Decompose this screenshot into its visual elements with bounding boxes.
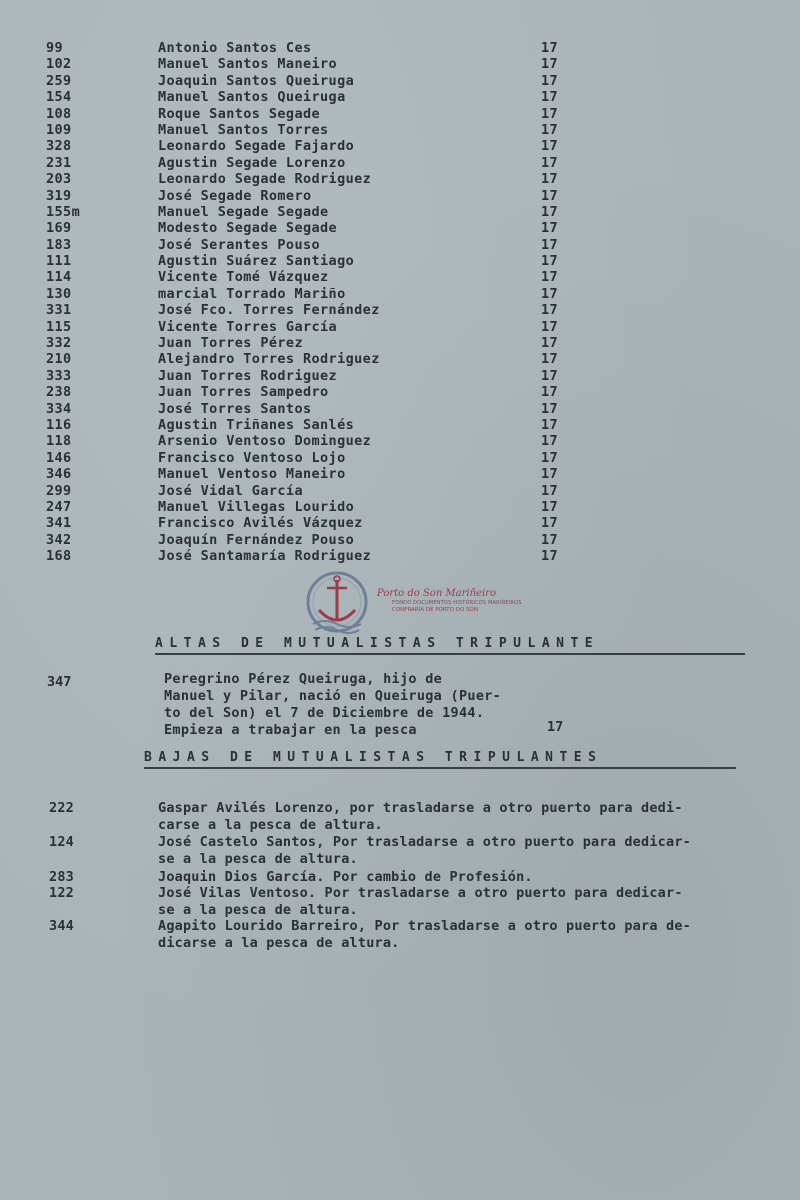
roster-row <box>0 253 800 269</box>
roster-row <box>0 466 800 482</box>
roster-name: Leonardo Segade Rodriguez <box>158 171 372 188</box>
roster-name: Manuel Villegas Lourido <box>158 498 355 515</box>
roster-number: 247 <box>46 498 72 515</box>
roster-name: Agustin Triñanes Sanlés <box>158 416 355 433</box>
baja-line: se a la pesca de altura. <box>158 850 358 867</box>
roster-row <box>0 188 800 204</box>
roster-value: 17 <box>541 171 559 188</box>
roster-value: 17 <box>541 302 559 319</box>
roster-value: 17 <box>541 548 559 565</box>
roster-value: 17 <box>541 105 559 122</box>
baja-description <box>158 834 788 867</box>
roster-value: 17 <box>541 203 559 220</box>
roster-number: 299 <box>46 482 72 499</box>
watermark-organization: CONFRARÍA DE PORTO DO SON <box>392 607 478 613</box>
baja-description <box>158 918 788 951</box>
roster-name: Arsenio Ventoso Dominguez <box>158 433 372 450</box>
roster-number: 154 <box>46 89 72 106</box>
roster-number: 169 <box>46 220 72 237</box>
roster-row <box>0 237 800 253</box>
roster-name: Joaquin Santos Queiruga <box>158 72 355 89</box>
roster-name: José Torres Santos <box>158 400 312 417</box>
roster-number: 238 <box>46 384 72 401</box>
roster-number: 114 <box>46 269 72 286</box>
baja-number: 222 <box>49 800 74 816</box>
roster-number: 111 <box>46 253 72 270</box>
roster-number: 332 <box>46 335 72 352</box>
roster-number: 115 <box>46 318 72 335</box>
roster-name: José Serantes Pouso <box>158 236 321 253</box>
baja-number: 283 <box>49 869 74 885</box>
roster-row <box>0 73 800 89</box>
roster-number: 334 <box>46 400 72 417</box>
baja-line: se a la pesca de altura. <box>158 901 358 918</box>
roster-name: Juan Torres Sampedro <box>158 384 329 401</box>
roster-value: 17 <box>541 367 559 384</box>
roster-row <box>0 483 800 499</box>
roster-value: 17 <box>541 449 559 466</box>
roster-number: 346 <box>46 466 72 483</box>
roster-name: Juan Torres Pérez <box>158 335 303 352</box>
roster-number: 99 <box>46 40 64 56</box>
roster-name: Leonardo Segade Fajardo <box>158 138 355 155</box>
roster-name: Joaquín Fernández Pouso <box>158 531 355 548</box>
roster-row <box>0 269 800 285</box>
roster-number: 333 <box>46 367 72 384</box>
roster-row <box>0 155 800 171</box>
roster-row <box>0 351 800 367</box>
roster-value: 17 <box>541 285 559 302</box>
roster-value: 17 <box>541 482 559 499</box>
roster-value: 17 <box>541 416 559 433</box>
roster-name: Vicente Tomé Vázquez <box>158 269 329 286</box>
roster-number: 342 <box>46 531 72 548</box>
roster-number: 118 <box>46 433 72 450</box>
roster-row <box>0 401 800 417</box>
roster-row <box>0 204 800 220</box>
roster-row <box>0 319 800 335</box>
roster-name: marcial Torrado Mariño <box>158 285 346 302</box>
roster-value: 17 <box>541 466 559 483</box>
baja-line: Gaspar Avilés Lorenzo, por trasladarse a otro puerto para dedi- <box>158 800 683 816</box>
roster-row <box>0 171 800 187</box>
roster-row <box>0 368 800 384</box>
baja-description <box>158 800 788 833</box>
roster-number: 102 <box>46 56 72 73</box>
roster-row <box>0 56 800 72</box>
roster-number: 331 <box>46 302 72 319</box>
roster-name: Manuel Segade Segade <box>158 203 329 220</box>
roster-number: 341 <box>46 515 72 532</box>
roster-value: 17 <box>541 56 559 73</box>
roster-name: José Santamaría Rodriguez <box>158 548 372 565</box>
roster-value: 17 <box>541 187 559 204</box>
roster-value: 17 <box>541 236 559 253</box>
roster-value: 17 <box>541 384 559 401</box>
baja-line: dicarse a la pesca de altura. <box>158 934 400 951</box>
roster-name: Agustin Suárez Santiago <box>158 253 355 270</box>
roster-row <box>0 417 800 433</box>
roster-name: Manuel Santos Maneiro <box>158 56 338 73</box>
roster-value: 17 <box>541 400 559 417</box>
baja-description <box>158 869 788 886</box>
roster-number: 328 <box>46 138 72 155</box>
roster-name: Antonio Santos Ces <box>158 40 312 56</box>
baja-number: 344 <box>49 918 74 934</box>
bajas-heading: BAJAS DE MUTUALISTAS TRIPULANTES <box>144 750 736 769</box>
roster-value: 17 <box>541 253 559 270</box>
roster-value: 17 <box>541 433 559 450</box>
baja-number: 122 <box>49 885 74 901</box>
roster-name: Roque Santos Segade <box>158 105 321 122</box>
roster-row <box>0 384 800 400</box>
roster-name: Vicente Torres García <box>158 318 338 335</box>
roster-value: 17 <box>541 138 559 155</box>
roster-row <box>0 122 800 138</box>
roster-value: 17 <box>541 72 559 89</box>
roster-value: 17 <box>541 89 559 106</box>
altas-heading: ALTAS DE MUTUALISTAS TRIPULANTE <box>155 636 745 655</box>
anchor-seal-icon <box>305 570 369 636</box>
roster-row <box>0 499 800 515</box>
roster-value: 17 <box>541 269 559 286</box>
roster-name: José Fco. Torres Fernández <box>158 302 380 319</box>
roster-row <box>0 532 800 548</box>
roster-row <box>0 40 800 56</box>
roster-number: 210 <box>46 351 72 368</box>
roster-list <box>0 40 800 565</box>
roster-value: 17 <box>541 121 559 138</box>
roster-number: 116 <box>46 416 72 433</box>
roster-name: Manuel Santos Torres <box>158 121 329 138</box>
roster-number: 155m <box>46 203 81 220</box>
roster-row <box>0 450 800 466</box>
roster-name: Francisco Ventoso Lojo <box>158 449 346 466</box>
roster-value: 17 <box>541 318 559 335</box>
baja-number: 124 <box>49 834 74 850</box>
roster-value: 17 <box>541 40 559 56</box>
roster-row <box>0 335 800 351</box>
roster-number: 130 <box>46 285 72 302</box>
alta-number: 347 <box>47 674 72 690</box>
roster-value: 17 <box>541 335 559 352</box>
alta-line: Peregrino Pérez Queiruga, hijo de <box>164 671 443 687</box>
roster-row <box>0 286 800 302</box>
watermark-subtitle: FONDO DOCUMENTOS HISTÓRICOS MARIÑEIROS <box>392 600 522 606</box>
roster-row <box>0 89 800 105</box>
baja-line: Joaquin Dios García. Por cambio de Profesión. <box>158 869 533 885</box>
roster-name: Juan Torres Rodriguez <box>158 367 338 384</box>
baja-line: José Vilas Ventoso. Por trasladarse a otro puerto para dedicar- <box>158 885 683 901</box>
roster-value: 17 <box>541 531 559 548</box>
roster-name: Manuel Santos Queiruga <box>158 89 346 106</box>
baja-line: carse a la pesca de altura. <box>158 816 383 833</box>
roster-value: 17 <box>541 220 559 237</box>
roster-name: Modesto Segade Segade <box>158 220 338 237</box>
roster-value: 17 <box>541 498 559 515</box>
baja-description <box>158 885 788 918</box>
roster-row <box>0 138 800 154</box>
roster-number: 319 <box>46 187 72 204</box>
roster-name: Agustin Segade Lorenzo <box>158 154 346 171</box>
roster-row <box>0 515 800 531</box>
roster-row <box>0 220 800 236</box>
roster-name: José Segade Romero <box>158 187 312 204</box>
roster-number: 168 <box>46 548 72 565</box>
roster-name: Francisco Avilés Vázquez <box>158 515 363 532</box>
roster-number: 203 <box>46 171 72 188</box>
roster-value: 17 <box>541 154 559 171</box>
baja-line: José Castelo Santos, Por trasladarse a otro puerto para dedicar- <box>158 834 691 850</box>
roster-number: 231 <box>46 154 72 171</box>
roster-number: 109 <box>46 121 72 138</box>
roster-name: Alejandro Torres Rodriguez <box>158 351 380 368</box>
roster-row <box>0 548 800 564</box>
roster-row <box>0 302 800 318</box>
alta-line: to del Son) el 7 de Diciembre de 1944. <box>164 705 485 721</box>
roster-number: 146 <box>46 449 72 466</box>
alta-description <box>164 671 584 739</box>
roster-name: Manuel Ventoso Maneiro <box>158 466 346 483</box>
roster-number: 108 <box>46 105 72 122</box>
roster-number: 259 <box>46 72 72 89</box>
roster-row <box>0 106 800 122</box>
roster-value: 17 <box>541 351 559 368</box>
watermark-title: Porto do Son Mariñeiro <box>377 588 496 599</box>
roster-name: José Vidal García <box>158 482 303 499</box>
roster-row <box>0 433 800 449</box>
alta-line: Manuel y Pilar, nació en Queiruga (Puer- <box>164 688 502 704</box>
baja-line: Agapito Lourido Barreiro, Por trasladarse a otro puerto para de- <box>158 918 691 934</box>
alta-line: Empieza a trabajar en la pesca <box>164 722 417 738</box>
roster-number: 183 <box>46 236 72 253</box>
roster-value: 17 <box>541 515 559 532</box>
alta-value: 17 <box>547 719 564 735</box>
